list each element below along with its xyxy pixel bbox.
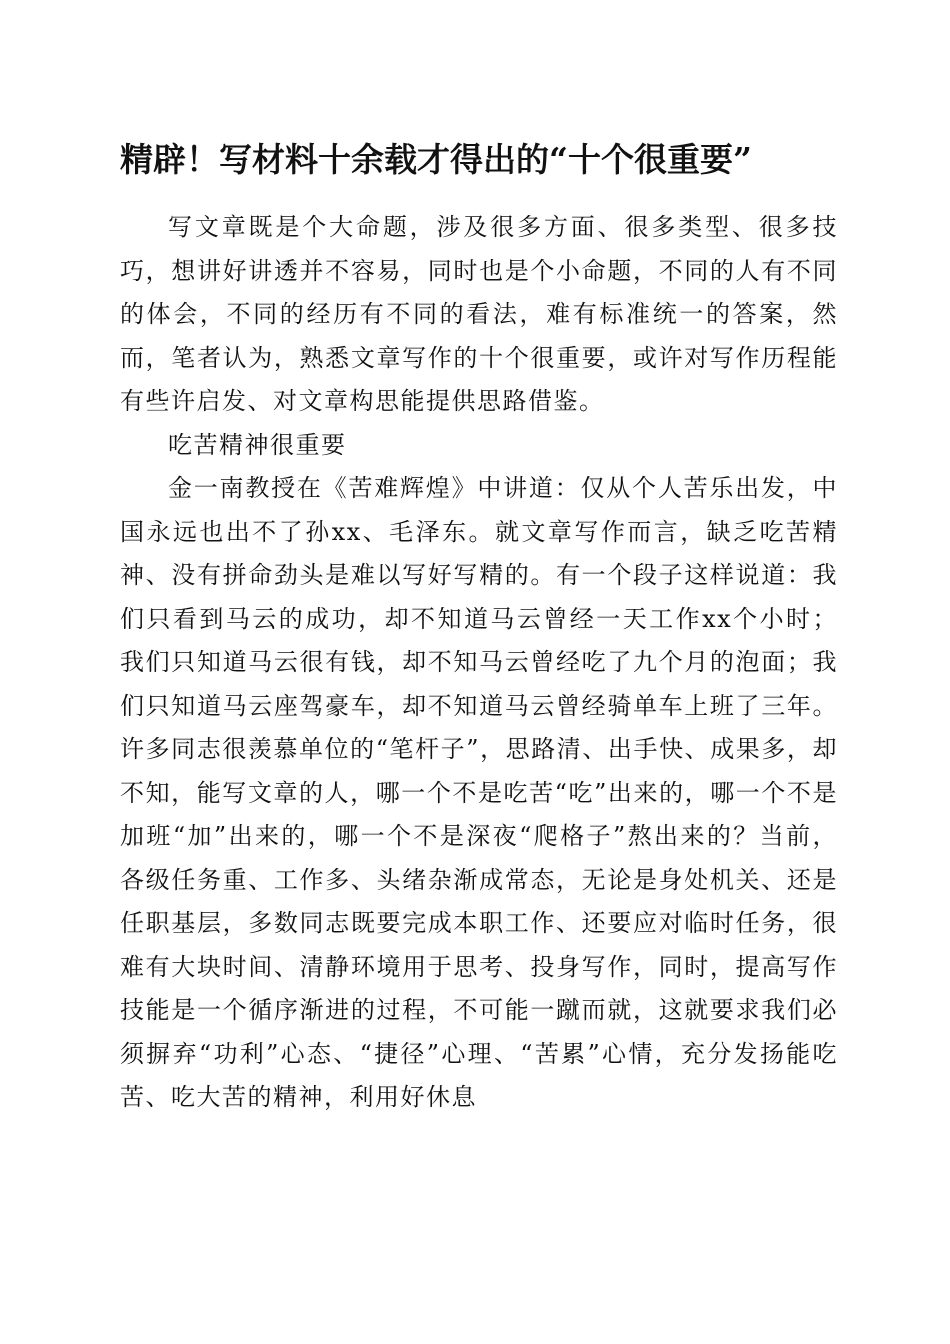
intro-paragraph: 写文章既是个大命题，涉及很多方面、很多类型、很多技巧，想讲好讲透并不容易，同时也是个小命题，不同的人有不同的体会，不同的经历有不同的看法，难有标准统一的答案，然而，笔者认为，熟悉文章写作的十个很重要，或许对写作历程能有些许启发、对文章构思能提供思路借鉴。 [120, 213, 838, 415]
document-body [120, 206, 838, 1120]
section-heading: 吃苦精神很重要 [168, 430, 347, 459]
section-paragraph: 金一南教授在《苦难辉煌》中讲道：仅从个人苦乐出发，中国永远也出不了孙xx、毛泽东。就文章写作而言，缺乏吃苦精神、没有拼命劲头是难以写好写精的。有一个段子这样说道：我们只看到马云的成功，却不知道马云曾经一天工作xx个小时；我们只知道马云很有钱，却不知马云曾经吃了九个月的泡面；我们只知道马云座驾豪车，却不知道马云曾经骑单车上班了三年。许多同志很羡慕单位的“笔杆子”，思路清、出手快、成果多，却不知，能写文章的人，哪一个不是吃苦“吃”出来的，哪一个不是加班“加”出来的，哪一个不是深夜“爬格子”熬出来的？当前，各级任务重、工作多、头绪杂渐成常态，无论是身处机关、还是任职基层，多数同志既要完成本职工作、还要应对临时任务，很难有大块时间、清静环境用于思考、投身写作，同时，提高写作技能是一个循序渐进的过程，不可能一蹴而就，这就要求我们必须摒弃“功利”心态、“捷径”心理、“苦累”心情，充分发扬能吃苦、吃大苦的精神，利用好休息 [120, 474, 838, 1111]
document-title: 精辟！写材料十余载才得出的“十个很重要” [120, 140, 752, 179]
